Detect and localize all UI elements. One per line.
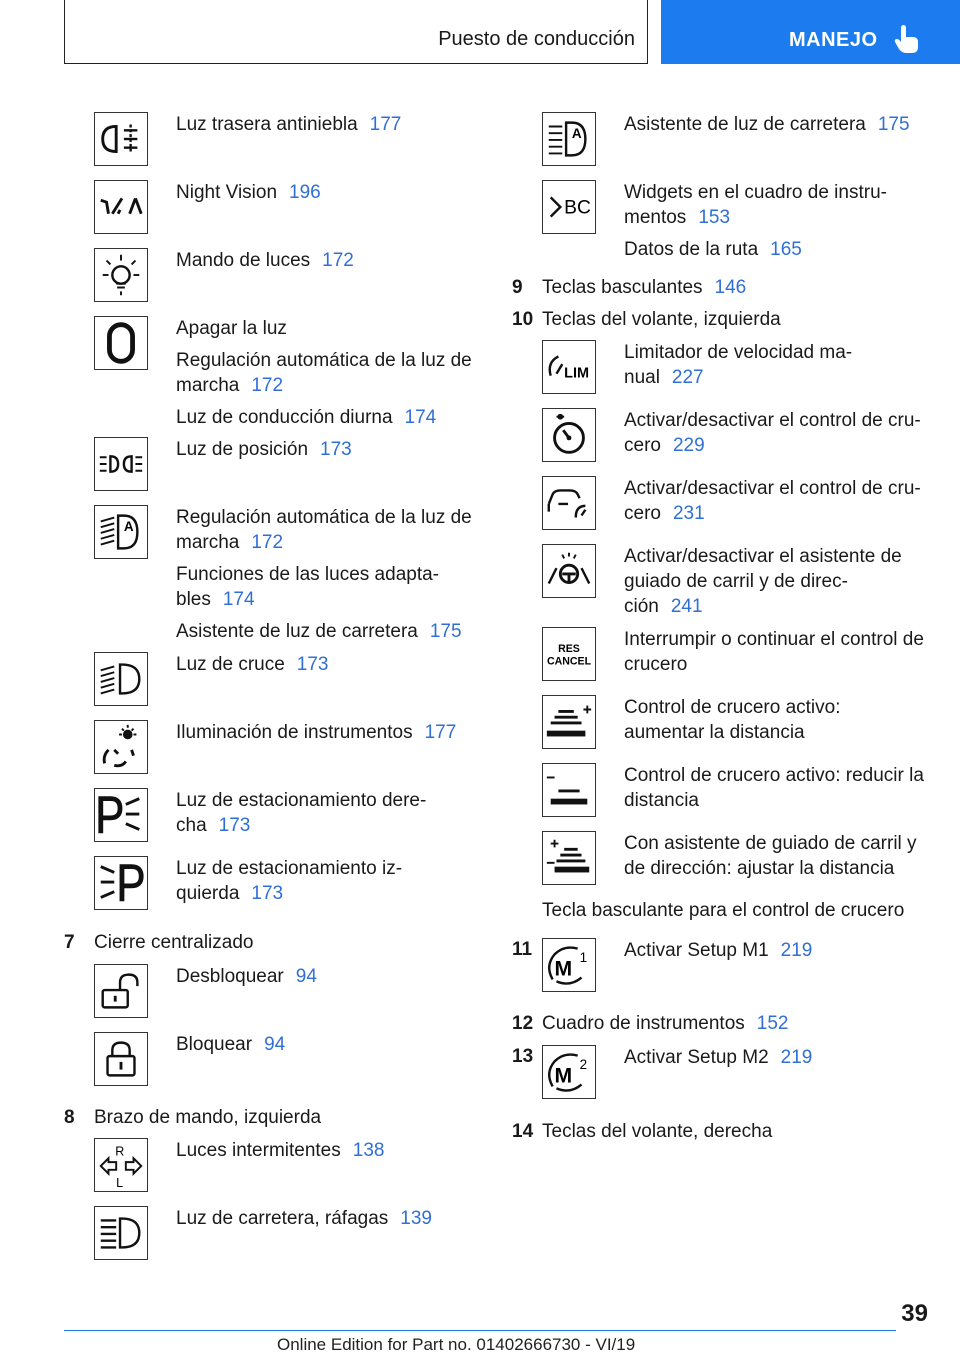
entry-line bbox=[176, 720, 476, 745]
speed-limiter-icon bbox=[542, 340, 596, 394]
section-title: Teclas del volante, izquierda bbox=[542, 309, 781, 330]
page-reference[interactable]: 231 bbox=[672, 503, 705, 524]
page-reference[interactable]: 219 bbox=[780, 1047, 813, 1068]
distance-decrease-icon bbox=[542, 763, 596, 817]
entry-label: Activar Setup M1 bbox=[624, 940, 769, 961]
tab-manejo: MANEJO bbox=[789, 29, 878, 51]
page-reference[interactable]: 152 bbox=[756, 1013, 789, 1034]
section-title-text: Cuadro de instrumentos bbox=[542, 1013, 745, 1034]
section-number: 13 bbox=[512, 1046, 534, 1067]
entry-line bbox=[176, 505, 476, 555]
entry-label: Control de crucero activo: reducir la distancia bbox=[624, 765, 924, 811]
entry-line bbox=[176, 316, 476, 341]
page-reference[interactable]: 177 bbox=[369, 114, 402, 135]
page-reference[interactable]: 173 bbox=[218, 815, 251, 836]
entry-line bbox=[624, 938, 924, 963]
section-title: Teclas del volante, derecha bbox=[542, 1121, 773, 1142]
entry-line bbox=[176, 788, 476, 838]
page-reference[interactable]: 175 bbox=[877, 114, 910, 135]
entry-label: Luz de carretera, ráfagas bbox=[176, 1208, 389, 1229]
entry-label: Iluminación de instrumentos bbox=[176, 722, 413, 743]
entry-line bbox=[624, 544, 924, 619]
entry-label: Datos de la ruta bbox=[624, 239, 759, 260]
section-number: 10 bbox=[512, 309, 534, 330]
parking-light-right-icon bbox=[94, 788, 148, 842]
section-number: 9 bbox=[512, 277, 523, 298]
entry-text bbox=[624, 408, 924, 465]
section-title-text: Teclas basculantes bbox=[542, 277, 703, 298]
page-reference[interactable]: 165 bbox=[770, 239, 802, 260]
entry-label: Activar/desactivar el control de cru-cero bbox=[624, 478, 921, 524]
icon-label-m: M bbox=[554, 957, 573, 981]
entry-label: Control de crucero activo: aumentar la distancia bbox=[624, 697, 841, 743]
entry-label: Activar/desactivar el control de cru-cero bbox=[624, 410, 921, 456]
entry-label: Limitador de velocidad ma-nual bbox=[624, 342, 853, 388]
entry-label: Regulación automática de la luz de marcha bbox=[176, 507, 472, 553]
header-section-box bbox=[64, 0, 648, 64]
page-reference[interactable]: 241 bbox=[670, 596, 703, 617]
section-title bbox=[542, 275, 746, 300]
entry-text bbox=[624, 340, 924, 397]
page-reference[interactable]: 172 bbox=[322, 250, 354, 271]
entry-label: Regulación automática de la luz de marcha bbox=[176, 350, 472, 396]
entry-line bbox=[176, 437, 476, 462]
icon-label-bc: BC bbox=[564, 197, 591, 219]
entry-label: Widgets en el cuadro de instru-mentos bbox=[624, 182, 887, 228]
entry-text bbox=[176, 505, 476, 651]
entry-text bbox=[624, 112, 924, 144]
active-cruise-control-icon bbox=[542, 476, 596, 530]
entry-label: Luces intermitentes bbox=[176, 1140, 341, 1161]
entry-line bbox=[176, 652, 476, 677]
entry-text bbox=[176, 180, 476, 212]
m1-button-icon bbox=[542, 938, 596, 992]
section-number: 14 bbox=[512, 1121, 534, 1142]
page-reference[interactable]: 174 bbox=[404, 407, 437, 428]
entry-line bbox=[176, 112, 476, 137]
page-reference[interactable]: 153 bbox=[698, 207, 731, 228]
icon-label-m: M bbox=[554, 1064, 573, 1088]
section-title: Brazo de mando, izquierda bbox=[94, 1107, 322, 1128]
page-reference[interactable]: 229 bbox=[672, 435, 705, 456]
rear-fog-light-icon bbox=[94, 112, 148, 166]
page-reference[interactable]: 227 bbox=[671, 367, 704, 388]
hand-pointer-icon bbox=[893, 24, 921, 54]
entry-label: Bloquear bbox=[176, 1034, 253, 1055]
page-number: 39 bbox=[901, 1300, 928, 1327]
page-reference[interactable]: 172 bbox=[251, 375, 284, 396]
icon-letter-r: R bbox=[115, 1144, 125, 1159]
auto-light-icon bbox=[94, 505, 148, 559]
header-tab[interactable] bbox=[661, 0, 960, 64]
icon-label-2: 2 bbox=[579, 1057, 588, 1073]
footer-divider bbox=[64, 1330, 896, 1331]
entry-line bbox=[624, 180, 924, 230]
section-number: 12 bbox=[512, 1013, 534, 1034]
position-light-icon bbox=[94, 437, 148, 491]
res-cancel-icon bbox=[542, 627, 596, 681]
page-reference[interactable]: 139 bbox=[400, 1208, 432, 1229]
entry-text bbox=[176, 1032, 476, 1064]
night-vision-icon bbox=[94, 180, 148, 234]
section-title: Cierre centralizado bbox=[94, 932, 254, 953]
entry-line bbox=[176, 248, 476, 273]
note-text: Tecla basculante para el control de crucero bbox=[542, 900, 905, 921]
entry-line bbox=[176, 1206, 476, 1231]
svg-text:A: A bbox=[571, 126, 582, 142]
distance-adjust-icon bbox=[542, 831, 596, 885]
icon-label-cancel: CANCEL bbox=[546, 655, 592, 668]
entry-text bbox=[176, 856, 476, 913]
page-reference[interactable]: 173 bbox=[251, 883, 284, 904]
icon-letter-l: L bbox=[116, 1176, 124, 1191]
entry-text bbox=[624, 627, 924, 684]
entry-text bbox=[176, 437, 476, 469]
entry-label: Luz de estacionamiento dere-cha bbox=[176, 790, 427, 836]
entry-line bbox=[624, 408, 924, 458]
icon-label-lim: LIM bbox=[564, 365, 590, 382]
entry-text bbox=[624, 695, 924, 752]
entry-text bbox=[624, 831, 924, 888]
entry-text bbox=[176, 1138, 476, 1170]
entry-label: Activar/desactivar el asistente de guiado de carril y de direc-ción bbox=[624, 546, 902, 617]
entry-line bbox=[624, 1045, 924, 1070]
entry-line bbox=[624, 237, 924, 262]
entry-text bbox=[176, 112, 476, 144]
entry-text bbox=[176, 652, 476, 684]
entry-line bbox=[176, 856, 476, 906]
bc-button-icon bbox=[542, 180, 596, 234]
entry-line bbox=[624, 831, 924, 881]
high-beam-assistant-icon bbox=[542, 112, 596, 166]
icon-label-res: RES bbox=[558, 643, 580, 656]
entry-line bbox=[176, 405, 476, 430]
page-reference[interactable]: 174 bbox=[222, 589, 255, 610]
distance-increase-icon bbox=[542, 695, 596, 749]
entry-text bbox=[176, 788, 476, 845]
page-reference[interactable]: 146 bbox=[714, 277, 747, 298]
section-number: 7 bbox=[64, 932, 75, 953]
entry-text bbox=[176, 720, 476, 752]
entry-line bbox=[624, 763, 924, 813]
lock-icon bbox=[94, 1032, 148, 1086]
entry-label: Luz de estacionamiento iz-quierda bbox=[176, 858, 403, 904]
entry-text bbox=[176, 248, 476, 280]
page-reference[interactable]: 175 bbox=[429, 621, 462, 642]
entry-text bbox=[624, 180, 924, 269]
svg-text:A: A bbox=[123, 519, 134, 535]
light-control-icon bbox=[94, 248, 148, 302]
m2-button-icon bbox=[542, 1045, 596, 1099]
entry-line bbox=[176, 619, 476, 644]
page-reference[interactable]: 219 bbox=[780, 940, 813, 961]
entry-line bbox=[624, 627, 924, 677]
page-reference[interactable]: 138 bbox=[352, 1140, 385, 1161]
entry-line bbox=[176, 1032, 476, 1057]
entry-label: Activar Setup M2 bbox=[624, 1047, 769, 1068]
page-reference[interactable]: 94 bbox=[264, 1034, 286, 1055]
entry-label: Desbloquear bbox=[176, 966, 284, 987]
entry-label: Con asistente de guiado de carril y de dirección: ajustar la distancia bbox=[624, 833, 917, 879]
entry-line bbox=[176, 1138, 476, 1163]
entry-label: Mando de luces bbox=[176, 250, 311, 271]
page-reference[interactable]: 196 bbox=[289, 182, 321, 203]
entry-line bbox=[176, 348, 476, 398]
light-off-icon bbox=[94, 316, 148, 370]
entry-label: Asistente de luz de carretera bbox=[624, 114, 866, 135]
cruise-control-icon bbox=[542, 408, 596, 462]
high-beam-icon bbox=[94, 1206, 148, 1260]
page-reference[interactable]: 173 bbox=[296, 654, 329, 675]
entry-text bbox=[624, 763, 924, 820]
entry-label: Luz de cruce bbox=[176, 654, 285, 675]
entry-line bbox=[176, 964, 476, 989]
section-title bbox=[542, 1011, 788, 1036]
page-reference[interactable]: 94 bbox=[295, 966, 317, 987]
entry-text bbox=[624, 938, 924, 970]
instrument-lighting-icon bbox=[94, 720, 148, 774]
entry-label: Funciones de las luces adapta-bles bbox=[176, 564, 439, 610]
page-reference[interactable]: 173 bbox=[320, 439, 352, 460]
page-reference[interactable]: 172 bbox=[251, 532, 284, 553]
entry-label: Apagar la luz bbox=[176, 318, 287, 339]
entry-text bbox=[624, 544, 924, 626]
entry-label: Interrumpir o continuar el control de crucero bbox=[624, 629, 924, 675]
low-beam-icon bbox=[94, 652, 148, 706]
page-reference[interactable]: 177 bbox=[424, 722, 457, 743]
icon-label-1: 1 bbox=[579, 950, 588, 966]
parking-light-left-icon bbox=[94, 856, 148, 910]
entry-line bbox=[624, 476, 924, 526]
entry-line bbox=[176, 180, 476, 205]
entry-line bbox=[624, 340, 924, 390]
entry-text bbox=[624, 476, 924, 533]
section-number: 11 bbox=[512, 939, 533, 960]
entry-text bbox=[176, 964, 476, 996]
section-number: 8 bbox=[64, 1107, 75, 1128]
entry-label: Luz trasera antiniebla bbox=[176, 114, 358, 135]
unlock-icon bbox=[94, 964, 148, 1018]
entry-line bbox=[624, 695, 924, 745]
entry-label: Asistente de luz de carretera bbox=[176, 621, 418, 642]
entry-label: Luz de posición bbox=[176, 439, 309, 460]
footer-edition: Online Edition for Part no. 01402666730 - VI/19 bbox=[277, 1335, 636, 1354]
entry-label: Night Vision bbox=[176, 182, 278, 203]
entry-label: Luz de conducción diurna bbox=[176, 407, 393, 428]
lane-assistant-icon bbox=[542, 544, 596, 598]
entry-text bbox=[624, 1045, 924, 1077]
entry-text bbox=[176, 1206, 476, 1238]
entry-line bbox=[624, 112, 924, 137]
entry-text bbox=[176, 316, 476, 437]
section-title: Puesto de conducción bbox=[438, 28, 635, 50]
entry-line bbox=[176, 562, 476, 612]
turn-signal-icon bbox=[94, 1138, 148, 1192]
